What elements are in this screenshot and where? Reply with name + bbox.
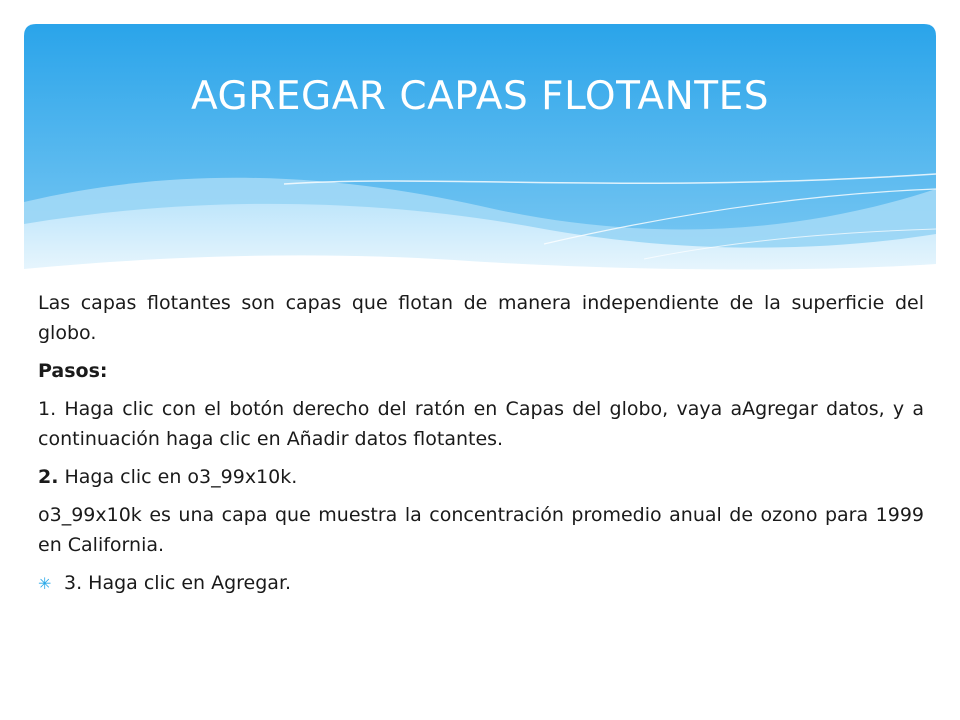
slide-body: [38, 288, 924, 607]
step-1: 1. Haga clic con el botón derecho del ratón en Capas del globo, vaya aAgregar datos, y a continuación haga clic en Añadir datos flotantes.: [38, 398, 924, 450]
step-3-item: [38, 568, 924, 599]
slide-title: AGREGAR CAPAS FLOTANTES: [191, 74, 769, 119]
wave-background: [24, 24, 936, 274]
step-2-text: Haga clic en o3_99x10k.: [58, 466, 298, 488]
intro-paragraph: Las capas flotantes son capas que flotan de manera independiente de la superficie del globo.: [38, 292, 924, 344]
step-2: [38, 462, 924, 492]
step-3: 3. Haga clic en Agregar.: [64, 572, 292, 594]
title-banner: [24, 24, 936, 274]
steps-heading: Pasos:: [38, 360, 108, 382]
layer-description: o3_99x10k es una capa que muestra la concentración promedio anual de ozono para 1999 en California.: [38, 504, 924, 556]
asterisk-bullet-icon: ✳: [38, 574, 52, 593]
step-2-number: 2.: [38, 466, 59, 488]
